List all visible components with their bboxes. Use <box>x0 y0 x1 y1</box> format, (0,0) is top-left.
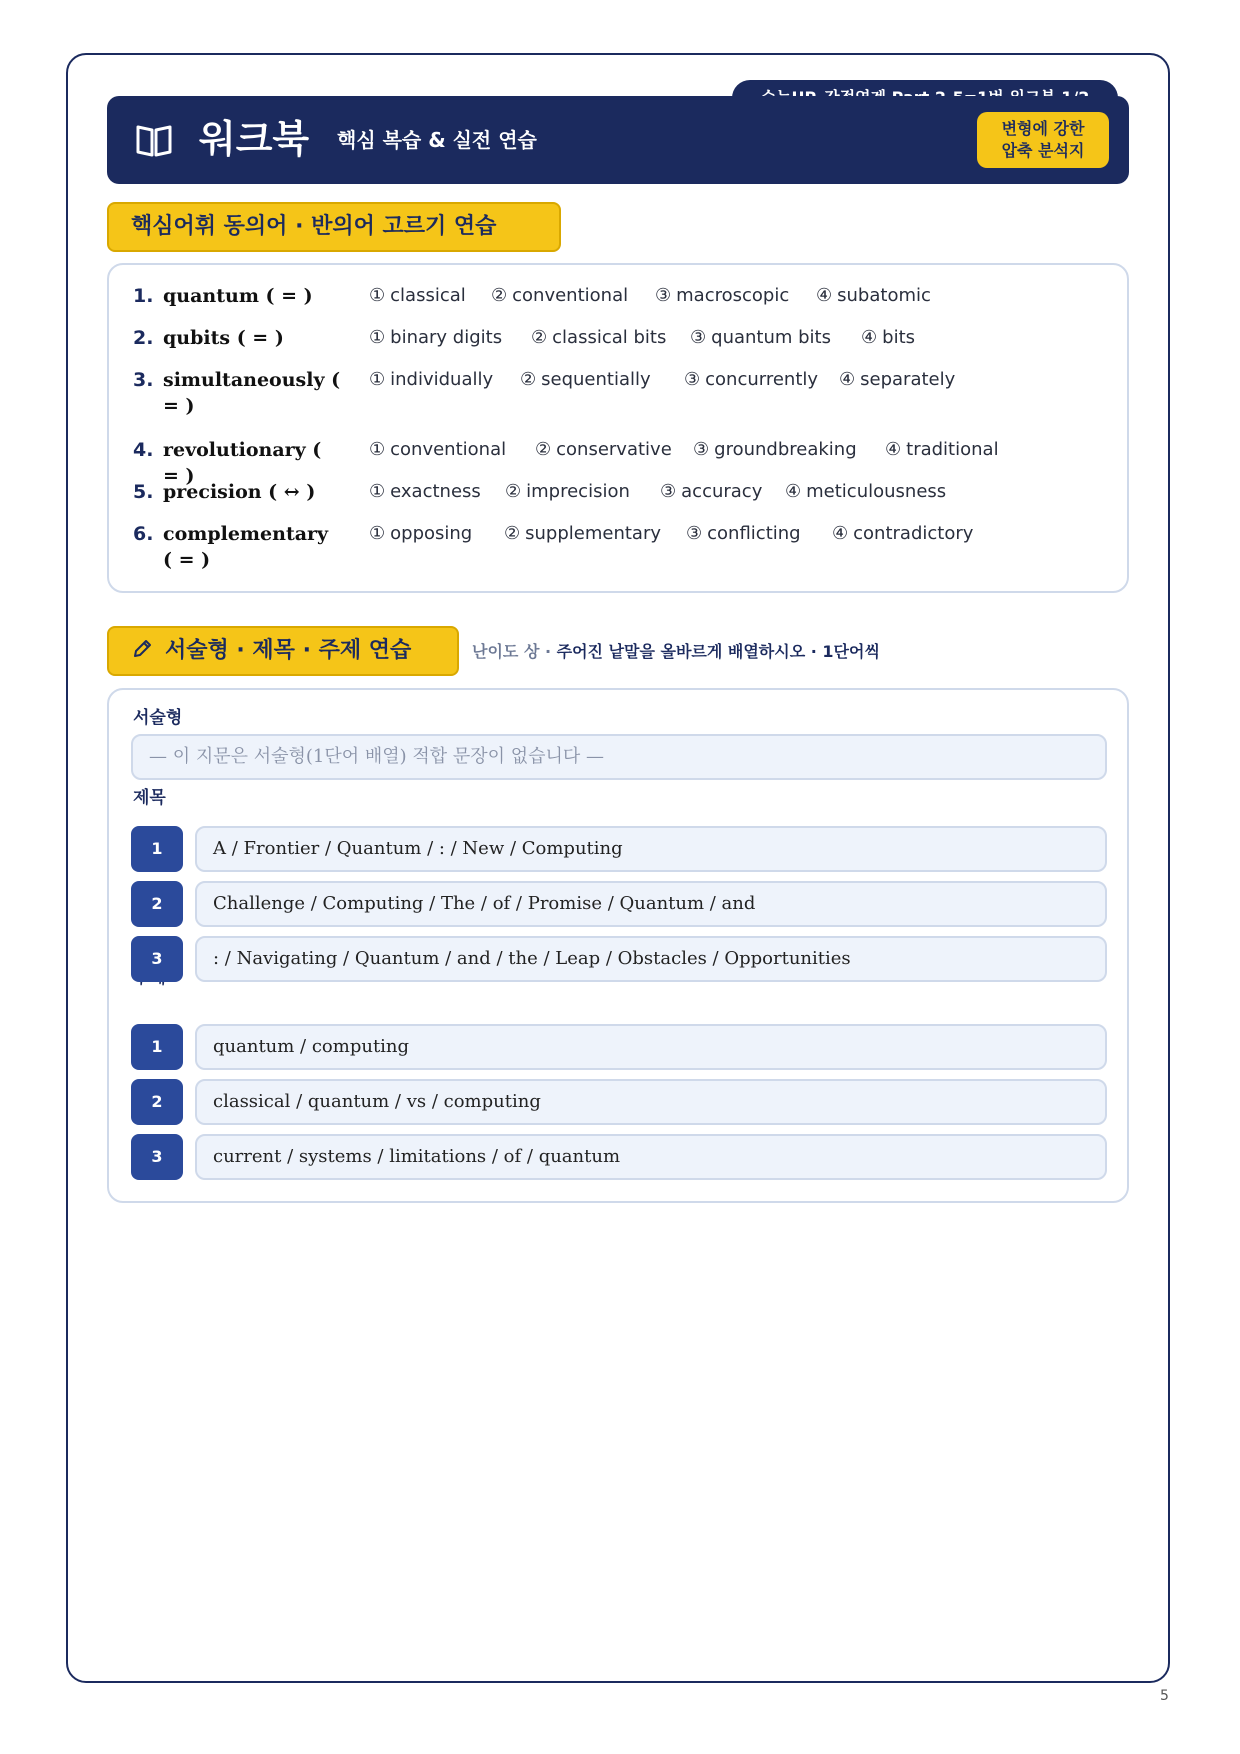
question-number: 2. <box>133 327 154 349</box>
option-marker: ④ <box>861 327 878 348</box>
option-label: meticulousness <box>806 481 947 502</box>
writing-box <box>107 688 1129 1203</box>
option-marker: ② <box>505 481 522 502</box>
open-book-icon <box>135 122 173 158</box>
answer-option[interactable] <box>690 325 831 351</box>
row-number-badge: 3 <box>131 936 183 982</box>
option-marker: ④ <box>785 481 802 502</box>
option-label: sequentially <box>541 369 651 390</box>
question-word: simultaneously ( = ) <box>163 369 341 417</box>
answer-option[interactable] <box>693 437 857 463</box>
option-label: groundbreaking <box>714 439 857 460</box>
option-marker: ① <box>369 439 386 460</box>
option-marker: ③ <box>655 285 672 306</box>
option-marker: ③ <box>684 369 701 390</box>
badge-line-2: 압축 분석지 <box>1001 141 1085 160</box>
answer-option[interactable] <box>369 325 502 351</box>
question-number: 1. <box>133 285 154 307</box>
answer-option[interactable] <box>839 367 955 393</box>
answer-field[interactable]: A / Frontier / Quantum / : / New / Computing <box>195 826 1107 872</box>
answer-field[interactable]: : / Navigating / Quantum / and / the / Leap / Obstacles / Opportunities <box>195 936 1107 982</box>
answer-option[interactable] <box>861 325 915 351</box>
question-word: complementary ( = ) <box>163 523 329 571</box>
option-label: separately <box>860 369 956 390</box>
option-label: conflicting <box>707 523 801 544</box>
answer-option[interactable] <box>660 479 762 505</box>
title-row <box>131 881 1107 927</box>
row-number-badge: 1 <box>131 826 183 872</box>
answer-option[interactable] <box>885 437 999 463</box>
answer-option[interactable] <box>505 479 630 505</box>
question-number: 6. <box>133 523 154 545</box>
topic-row <box>131 1024 1107 1070</box>
topic-row <box>131 1079 1107 1125</box>
option-label: opposing <box>390 523 473 544</box>
question-word: precision ( ↔ ) <box>163 481 316 503</box>
answer-option[interactable] <box>832 521 973 547</box>
answer-option[interactable] <box>369 367 493 393</box>
answer-field[interactable]: classical / quantum / vs / computing <box>195 1079 1107 1125</box>
option-marker: ② <box>535 439 552 460</box>
option-marker: ① <box>369 523 386 544</box>
vocab-question <box>133 367 1113 419</box>
page-number: 5 <box>1160 1688 1169 1704</box>
option-label: imprecision <box>526 481 630 502</box>
option-label: contradictory <box>853 523 974 544</box>
vocab-question <box>133 479 1113 505</box>
answer-option[interactable] <box>369 437 506 463</box>
topic-row <box>131 1134 1107 1180</box>
option-label: binary digits <box>390 327 503 348</box>
answer-field[interactable]: current / systems / limitations / of / quantum <box>195 1134 1107 1180</box>
vocab-question <box>133 437 1113 487</box>
option-label: classical <box>390 285 466 306</box>
question-number: 4. <box>133 439 154 461</box>
option-marker: ③ <box>686 523 703 544</box>
option-label: accuracy <box>681 481 763 502</box>
answer-option[interactable] <box>785 479 946 505</box>
writing-heading-text: 서술형 · 제목 · 주제 연습 <box>165 638 412 663</box>
question-word: qubits ( = ) <box>163 327 284 349</box>
title-label: 제목 <box>133 788 166 808</box>
option-marker: ① <box>369 327 386 348</box>
answer-option[interactable] <box>684 367 818 393</box>
option-marker: ④ <box>832 523 849 544</box>
header-badge <box>977 112 1109 168</box>
answer-option[interactable] <box>655 283 789 309</box>
answer-option[interactable] <box>504 521 661 547</box>
option-label: conservative <box>556 439 672 460</box>
option-label: conventional <box>512 285 629 306</box>
option-marker: ④ <box>885 439 902 460</box>
option-marker: ① <box>369 481 386 502</box>
essay-label: 서술형 <box>133 708 183 728</box>
option-marker: ③ <box>690 327 707 348</box>
option-marker: ④ <box>816 285 833 306</box>
row-number-badge: 3 <box>131 1134 183 1180</box>
option-marker: ④ <box>839 369 856 390</box>
vocab-box <box>107 263 1129 593</box>
vocab-question <box>133 283 1113 309</box>
option-marker: ② <box>491 285 508 306</box>
option-marker: ② <box>520 369 537 390</box>
difficulty-note: 난이도 상 · <box>472 642 557 661</box>
badge-line-1: 변형에 강한 <box>1001 119 1085 138</box>
answer-option[interactable] <box>535 437 672 463</box>
writing-instruction <box>472 640 880 664</box>
writing-section-heading <box>107 626 459 676</box>
option-label: exactness <box>390 481 481 502</box>
question-word: revolutionary ( = ) <box>163 439 322 487</box>
option-label: quantum bits <box>711 327 831 348</box>
answer-option[interactable] <box>520 367 651 393</box>
question-number: 5. <box>133 481 154 503</box>
answer-option[interactable] <box>369 521 472 547</box>
vocab-question <box>133 325 1113 351</box>
option-label: macroscopic <box>676 285 790 306</box>
option-label: classical bits <box>552 327 667 348</box>
row-number-badge: 2 <box>131 1079 183 1125</box>
option-marker: ① <box>369 369 386 390</box>
instruction-text: 주어진 낱말을 올바르게 배열하시오 · 1단어씩 <box>556 642 880 661</box>
row-number-badge: 2 <box>131 881 183 927</box>
option-marker: ② <box>531 327 548 348</box>
option-label: individually <box>390 369 494 390</box>
answer-option[interactable] <box>686 521 801 547</box>
option-label: traditional <box>906 439 999 460</box>
option-label: subatomic <box>837 285 931 306</box>
question-word: quantum ( = ) <box>163 285 313 307</box>
header-banner <box>107 96 1129 184</box>
answer-option[interactable] <box>369 479 481 505</box>
page-subtitle: 핵심 복습 & 실전 연습 <box>337 128 537 152</box>
option-label: bits <box>882 327 916 348</box>
option-marker: ② <box>504 523 521 544</box>
option-marker: ③ <box>693 439 710 460</box>
question-number: 3. <box>133 369 154 391</box>
option-label: supplementary <box>525 523 662 544</box>
row-number-badge: 1 <box>131 1024 183 1070</box>
title-row <box>131 826 1107 872</box>
pencil-icon <box>131 638 153 660</box>
title-row <box>131 936 1107 982</box>
answer-option[interactable] <box>531 325 666 351</box>
page-title: 워크북 <box>199 117 310 161</box>
option-label: conventional <box>390 439 507 460</box>
vocab-section-heading: 핵심어휘 동의어 · 반의어 고르기 연습 <box>107 202 561 252</box>
answer-field[interactable]: quantum / computing <box>195 1024 1107 1070</box>
option-label: concurrently <box>705 369 819 390</box>
essay-field[interactable]: — 이 지문은 서술형(1단어 배열) 적합 문장이 없습니다 — <box>131 734 1107 780</box>
option-marker: ③ <box>660 481 677 502</box>
option-marker: ① <box>369 285 386 306</box>
answer-option[interactable] <box>816 283 931 309</box>
answer-option[interactable] <box>491 283 628 309</box>
answer-field[interactable]: Challenge / Computing / The / of / Promise / Quantum / and <box>195 881 1107 927</box>
vocab-question <box>133 521 1113 573</box>
answer-option[interactable] <box>369 283 466 309</box>
